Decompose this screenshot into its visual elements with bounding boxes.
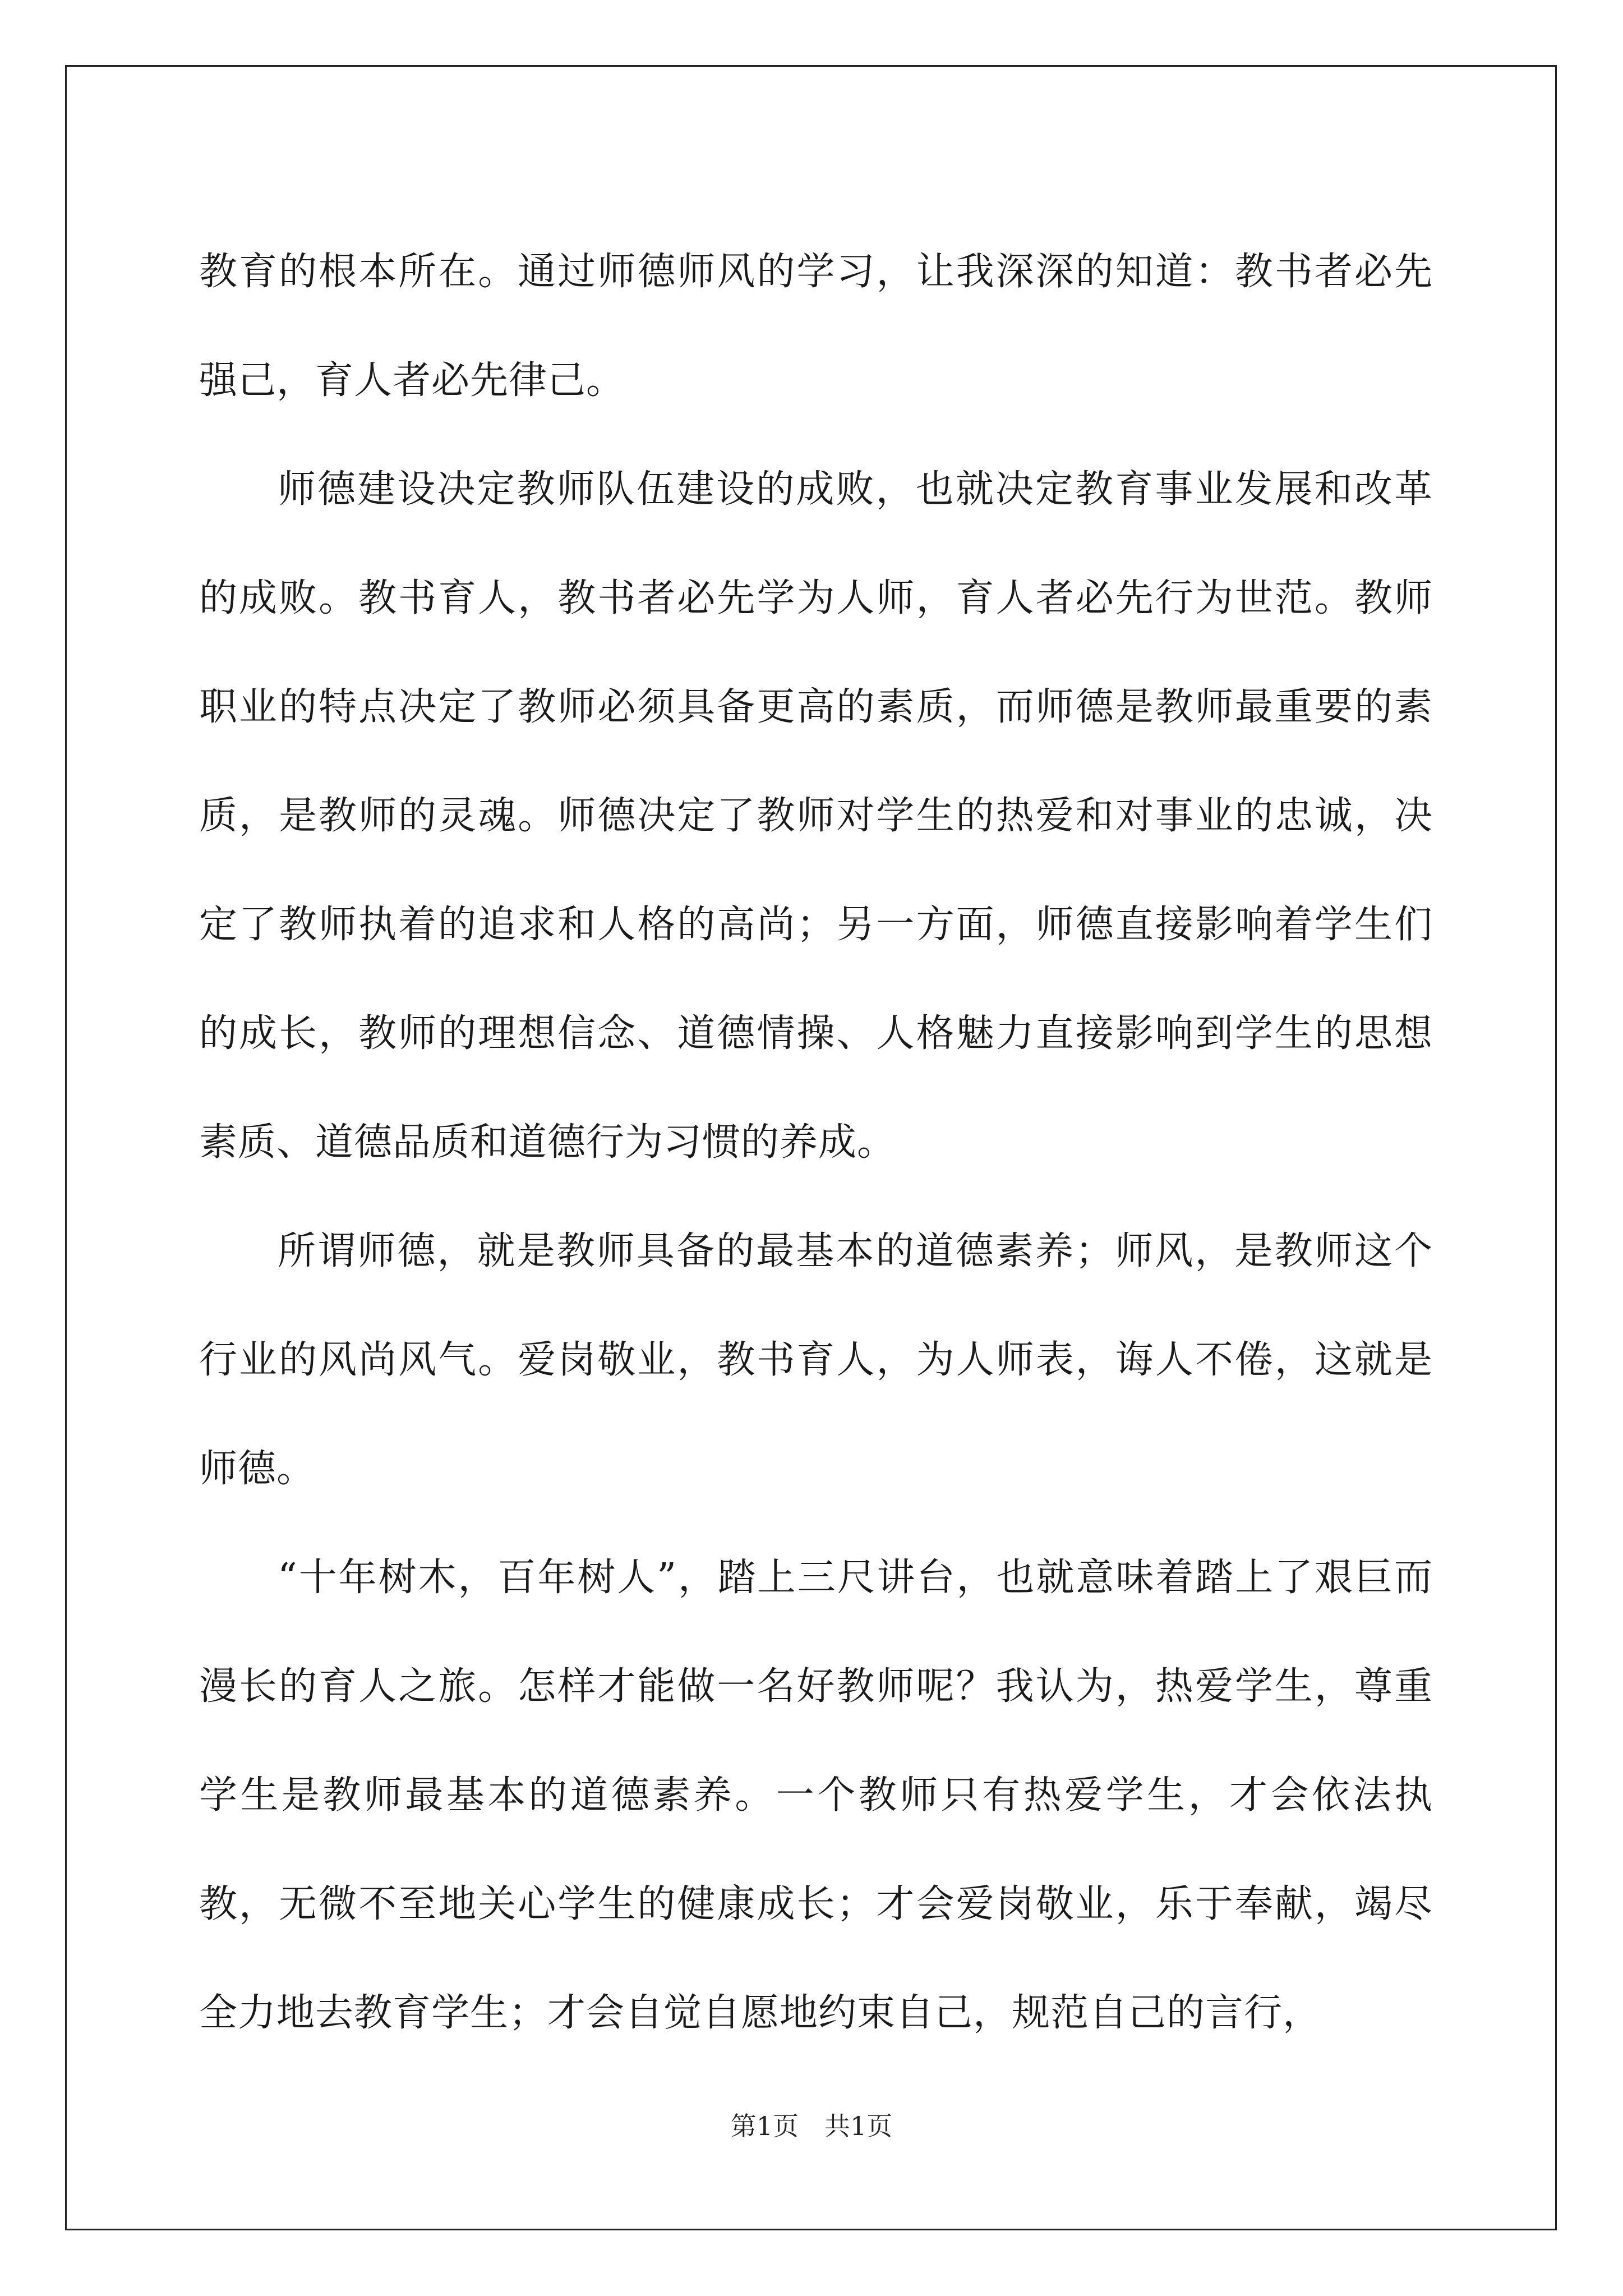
paragraph-3: 所谓师德，就是教师具备的最基本的道德素养；师风，是教师这个行业的风尚风气。爱岗敬业，教书育人，为人师表，诲人不倦，这就是师德。 — [199, 1229, 1433, 1491]
paragraph-1: 教育的根本所在。通过师德师风的学习，让我深深的知道：教书者必先强己，育人者必先律己。 — [199, 250, 1433, 403]
paragraph-2: 师德建设决定教师队伍建设的成败，也就决定教育事业发展和改革的成败。教书育人，教书者必先学为人师，育人者必先行为世范。教师职业的特点决定了教师必须具备更高的素质，而师德是教师最重要的素质，是教师的灵魂。师德决定了教师对学生的热爱和对事业的忠诚，决定了教师执着的追求和人格的高尚；另一方面，师德直接影响着学生们的成长，教师的理想信念、道德情操、人格魅力直接影响到学生的思想素质、道德品质和道德行为习惯的养成。 — [199, 467, 1433, 1165]
page-number-footer: 第1页 共1页 — [730, 2111, 893, 2141]
paragraph-4: “十年树木，百年树人”，踏上三尺讲台，也就意味着踏上了艰巨而漫长的育人之旅。怎样才能做一名好教师呢？我认为，热爱学生，尊重学生是教师最基本的道德素养。一个教师只有热爱学生，才会依法执教，无微不至地关心学生的健康成长；才会爱岗敬业，乐于奉献，竭尽全力地去教育学生；才会自觉自愿地约束自己，规范自己的言行， — [199, 1556, 1433, 2035]
document-body — [199, 218, 1433, 2068]
